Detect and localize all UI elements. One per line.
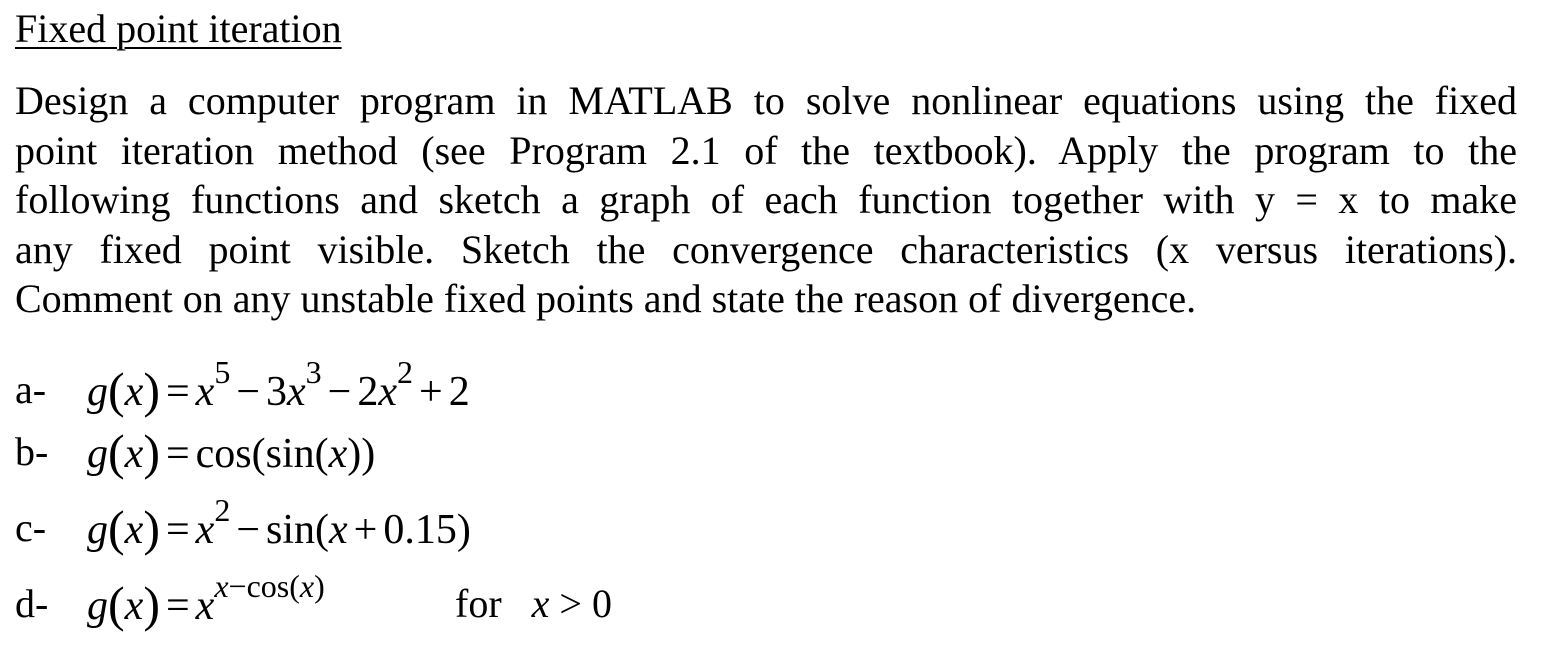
problem-paragraph xyxy=(15,76,1517,324)
equation-d-label: d- xyxy=(15,581,49,626)
paragraph-line-2: point iteration method (see Program 2.1 of the textbook). Apply the program to the xyxy=(15,127,1517,173)
equation-a-label: a- xyxy=(15,367,47,412)
equation-d-condition: for x > 0 xyxy=(455,581,612,626)
equation-c-formula: $g(x) = x^2 - \sin(x + 0.15)$ xyxy=(87,492,471,556)
equation-a-formula: $g(x) = x^5 - 3x^3 - 2x^2 + 2$ xyxy=(87,354,470,418)
equation-c-label: c- xyxy=(15,505,47,550)
paragraph-line-5: Comment on any unstable fixed points and state the reason of divergence. xyxy=(15,276,1197,321)
equation-b-label: b- xyxy=(15,429,49,474)
condition-word: for xyxy=(455,581,502,626)
equation-b-formula: g(x) = cos(sin(x)) xyxy=(87,424,376,480)
paragraph-line-1: Design a computer program in MATLAB to solve nonlinear equations using the fixed xyxy=(15,78,1517,123)
paragraph-line-3: following functions and sketch a graph of each function together with y = x to make xyxy=(15,177,1517,222)
paragraph-line-4: any fixed point visible. Sketch the convergence characteristics (x versus iterations). xyxy=(15,226,1517,272)
section-heading: Fixed point iteration xyxy=(15,6,342,51)
equation-d-formula: $g(x) = x^{x-cos(x)}$ xyxy=(87,568,325,632)
